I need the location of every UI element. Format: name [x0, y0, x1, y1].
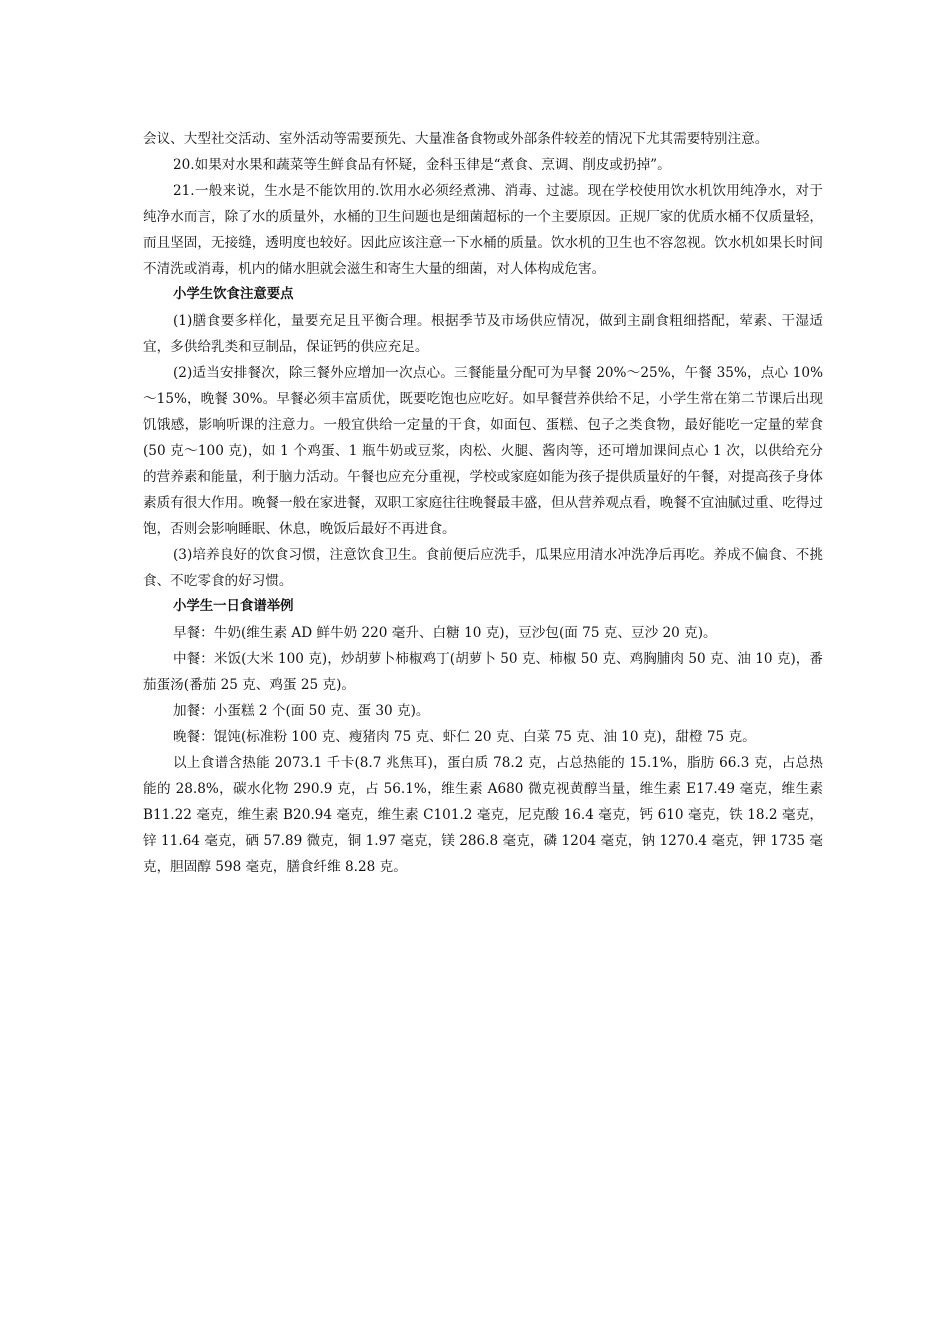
- menu-dinner: 晚餐：馄饨(标准粉 100 克、瘦猪肉 75 克、虾仁 20 克、白菜 75 克、油 10 克)，甜橙 75 克。: [173, 729, 756, 745]
- menu-lunch: 中餐：米饭(大米 100 克)，炒胡萝卜柿椒鸡丁(胡萝卜 50 克、柿椒 50 克、鸡胸脯肉 50 克、油 10 克)，番茄蛋汤(番茄 25 克、鸡蛋 25 克)。: [143, 651, 823, 693]
- paragraph-continued: 会议、大型社交活动、室外活动等需要预先、大量准备食物或外部条件较差的情况下尤其需要特别注意。: [143, 131, 769, 147]
- diet-tip-2: (2)适当安排餐次，除三餐外应增加一次点心。三餐能量分配可为早餐 20%～25%，午餐 35%，点心 10%～15%，晚餐 30%。早餐必须丰富质优，既要吃饱也应吃好。如早餐营养供给不足，小学生常在第二节课后出现饥饿感，影响听课的注意力。一般宜供给一定量的干食，如面包、蛋糕、包子之类食物，最好能吃一定量的荤食(50 克～100 克)，如 1 个鸡蛋、1 瓶牛奶或豆浆，肉松、火腿、酱肉等，还可增加课间点心 1 次，以供给充分的营养素和能量，利于脑力活动。午餐也应充分重视，学校或家庭如能为孩子提供质量好的午餐，对提高孩子身体素质有很大作用。晚餐一般在家进餐，双职工家庭往往晚餐最丰盛，但从营养观点看，晚餐不宜油腻过重、吃得过饱，否则会影响睡眠、休息，晚饭后最好不再进食。: [143, 365, 823, 537]
- menu-breakfast: 早餐：牛奶(维生素 AD 鲜牛奶 220 毫升、白糖 10 克)，豆沙包(面 75 克、豆沙 20 克)。: [173, 625, 717, 641]
- section-heading-diet-tips: 小学生饮食注意要点: [173, 287, 294, 302]
- paragraph-20: 20.如果对水果和蔬菜等生鲜食品有怀疑，金科玉律是“煮食、烹调、削皮或扔掉”。: [173, 157, 671, 173]
- menu-snack: 加餐：小蛋糕 2 个(面 50 克、蛋 30 克)。: [173, 703, 430, 719]
- section-heading-daily-menu: 小学生一日食谱举例: [173, 599, 294, 614]
- paragraph-21: 21.一般来说，生水是不能饮用的.饮用水必须经煮沸、消毒、过滤。现在学校使用饮水机饮用纯净水，对于纯净水而言，除了水的质量外，水桶的卫生问题也是细菌超标的一个主要原因。正规厂家的优质水桶不仅质量轻，而且坚固，无接缝，透明度也较好。因此应该注意一下水桶的质量。饮水机的卫生也不容忽视。饮水机如果长时间不清洗或消毒，机内的储水胆就会滋生和寄生大量的细菌，对人体构成危害。: [143, 183, 823, 277]
- menu-nutrition-summary: 以上食谱含热能 2073.1 千卡(8.7 兆焦耳)，蛋白质 78.2 克，占总热能的 15.1%，脂肪 66.3 克，占总热能的 28.8%，碳水化物 290.9 克，占 56.1%，维生素 A680 微克视黄醇当量，维生素 E17.49 毫克，维生素 B11.22 毫克，维生素 B20.94 毫克，维生素 C101.2 毫克，尼克酸 16.4 毫克，钙 610 毫克，铁 18.2 毫克，锌 11.64 毫克，硒 57.89 微克，铜 1.97 毫克，镁 286.8 毫克，磷 1204 毫克，钠 1270.4 毫克，钾 1735 毫克，胆固醇 598 毫克，膳食纤维 8.28 克。: [143, 755, 823, 875]
- diet-tip-1: (1)膳食要多样化，量要充足且平衡合理。根据季节及市场供应情况，做到主副食粗细搭配，荤素、干湿适宜，多供给乳类和豆制品，保证钙的供应充足。: [143, 313, 823, 355]
- diet-tip-3: (3)培养良好的饮食习惯，注意饮食卫生。食前便后应洗手，瓜果应用清水冲洗净后再吃。养成不偏食、不挑食、不吃零食的好习惯。: [143, 547, 823, 589]
- document-page: [143, 126, 823, 880]
